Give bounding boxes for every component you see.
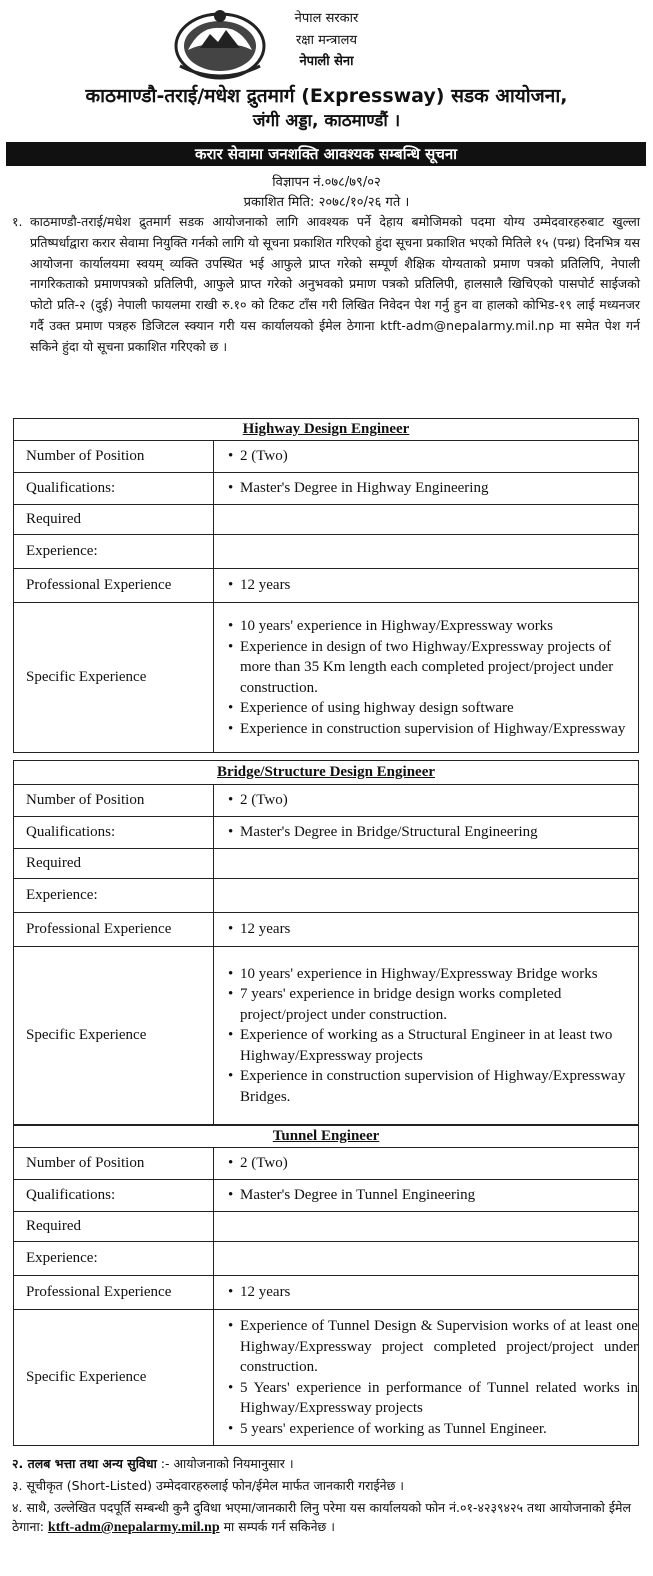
army-line: नेपाली सेना (299, 54, 354, 69)
intro-number: १. (12, 214, 23, 229)
specific-item: • 10 years' experience in Highway/Expressway Bridge works (228, 964, 638, 985)
specific-item: • 7 years' experience in bridge design works completed project/project under construction. (228, 984, 638, 1025)
project-title: काठमाण्डौ-तराई/मधेश द्रुतमार्ग (Expressway) सडक आयोजना, (85, 85, 568, 107)
specific-item: • Experience in construction supervision of Highway/Expressway Bridges. (228, 1066, 638, 1107)
footer-contact (12, 1498, 642, 1537)
position-table-bridge (13, 760, 639, 1125)
label-experience: Experience: (14, 1242, 214, 1276)
label-number: Number of Position (14, 785, 214, 817)
qualification-value: • Master's Degree in Highway Engineering (228, 478, 638, 499)
specific-item: • Experience of using highway design software (228, 698, 638, 719)
qualification-value: • Master's Degree in Bridge/Structural Engineering (228, 822, 638, 843)
specific-item: • 10 years' experience in Highway/Expressway works (228, 616, 638, 637)
label-specific: Specific Experience (14, 1310, 214, 1446)
label-specific: Specific Experience (14, 947, 214, 1125)
position-table-tunnel (13, 1125, 639, 1446)
number-value: • 2 (Two) (228, 1153, 638, 1174)
salary-text: :- आयोजनाको नियमानुसार । (156, 1456, 294, 1471)
publication-date: प्रकाशित मिति: २०७८/१०/२६ गते । (243, 195, 410, 210)
label-required: Required (14, 1212, 214, 1242)
label-number: Number of Position (14, 441, 214, 473)
position-title: Highway Design Engineer (14, 419, 639, 441)
qualification-value: • Master's Degree in Tunnel Engineering (228, 1185, 638, 1206)
number-value: • 2 (Two) (228, 446, 638, 467)
intro-text: काठमाण्डौ-तराई/मधेश द्रुतमार्ग सडक आयोजनाको लागि आवश्यक पर्ने देहाय बमोजिमको पदमा योग्य उम्मेदवारहरुबाट खुल्ला प्रतिष्पर्धाद्वारा करार सेवामा नियुक्ति गर्नको लागि यो सूचना प्रकाशित गरिएको हुंदा सूचना प्रकाशित भएको मितिले १५ (पन्ध्र) दिनभित्र यस आयोजना कार्यालयमा स्वयम् व्यक्ति उपस्थित भई आफुले प्राप्त गरेको सम्पूर्ण शैक्षिक योग्यताको प्रमाण पत्रको प्रतिलिपि, नेपाली नागरिकताको प्रमाणपत्रको प्रतिलिपी, आफुले प्राप्त गरेको अनुभवको प्रमाण पत्रको प्रतिलिपी, हालसालै खिचिएको पासपोर्ट साईजको फोटो प्रति-२ (दुई) नेपाली फायलमा राखी रु.१० को टिकट टाँस गरी लिखित निवेदन पेश गर्नु हुन वा हालको कोभिड-१९ लाई मध्यनजर गर्दै उक्त प्रमाण पत्रहरु डिजिटल स्क्यान गरी यस कार्यालयको ईमेल ठेगाना ktft-adm@nepalarmy.mil.np मा समेत पेश गर्न सकिने हुंदा यो सूचना प्रकाशित गरिएको छ । (30, 214, 640, 354)
notice-header (0, 0, 653, 140)
label-qualifications: Qualifications: (14, 473, 214, 505)
label-specific: Specific Experience (14, 603, 214, 753)
contact-email-link[interactable]: ktft-adm@nepalarmy.mil.np (47, 1520, 220, 1535)
professional-value: • 12 years (228, 919, 638, 940)
contact-text-end: मा सम्पर्क गर्न सकिनेछ । (219, 1519, 336, 1534)
notice-banner: करार सेवामा जनशक्ति आवश्यक सम्बन्धि सूचना (6, 142, 646, 166)
specific-item: • 5 years' experience of working as Tunnel Engineer. (228, 1419, 638, 1440)
label-professional: Professional Experience (14, 569, 214, 603)
contact-text: ४. साथै, उल्लेखित पदपूर्ति सम्बन्धी कुनै दुविधा भएमा/जानकारी लिनु परेमा यस कार्यालयको फोन नं.०१-४२३९४२५ तथा आयोजनाको ईमेल ठेगाना: (12, 1500, 631, 1534)
footer-shortlist: ३. सूचीकृत (Short-Listed) उम्मेदवारहरुलाई फोन/ईमेल मार्फत जानकारी गराईनेछ । (12, 1478, 405, 1493)
position-title: Bridge/Structure Design Engineer (14, 761, 639, 785)
footer-salary (12, 1454, 642, 1473)
salary-label: २. तलब भत्ता तथा अन्य सुविधा (12, 1456, 157, 1471)
number-value: • 2 (Two) (228, 790, 638, 811)
professional-value: • 12 years (228, 575, 638, 596)
project-address: जंगी अड्डा, काठमाण्डौं । (252, 111, 401, 131)
label-required: Required (14, 849, 214, 879)
label-required: Required (14, 505, 214, 535)
specific-item: • Experience of working as a Structural Engineer in at least two Highway/Expressway projects (228, 1025, 638, 1066)
label-qualifications: Qualifications: (14, 1180, 214, 1212)
label-professional: Professional Experience (14, 913, 214, 947)
specific-item: • Experience in construction supervision of Highway/Expressway (228, 719, 638, 740)
specific-item: • Experience of Tunnel Design & Supervision works of at least one Highway/Expressway project completed project/project under construction. (228, 1316, 638, 1378)
label-qualifications: Qualifications: (14, 817, 214, 849)
advertisement-number: विज्ञापन नं.०७८/७९/०२ (272, 175, 381, 190)
label-experience: Experience: (14, 879, 214, 913)
position-title: Tunnel Engineer (14, 1126, 639, 1148)
label-experience: Experience: (14, 535, 214, 569)
position-table-highway (13, 418, 639, 753)
intro-paragraph (12, 212, 640, 358)
specific-item: • Experience in design of two Highway/Expressway projects of more than 35 Km length each completed project/project under construction. (228, 637, 638, 699)
label-professional: Professional Experience (14, 1276, 214, 1310)
professional-value: • 12 years (228, 1282, 638, 1303)
ministry-line: रक्षा मन्त्रालय (295, 33, 358, 48)
specific-item: • 5 Years' experience in performance of Tunnel related works in Highway/Expressway projects (228, 1378, 638, 1419)
govt-line: नेपाल सरकार (294, 11, 359, 26)
label-number: Number of Position (14, 1148, 214, 1180)
